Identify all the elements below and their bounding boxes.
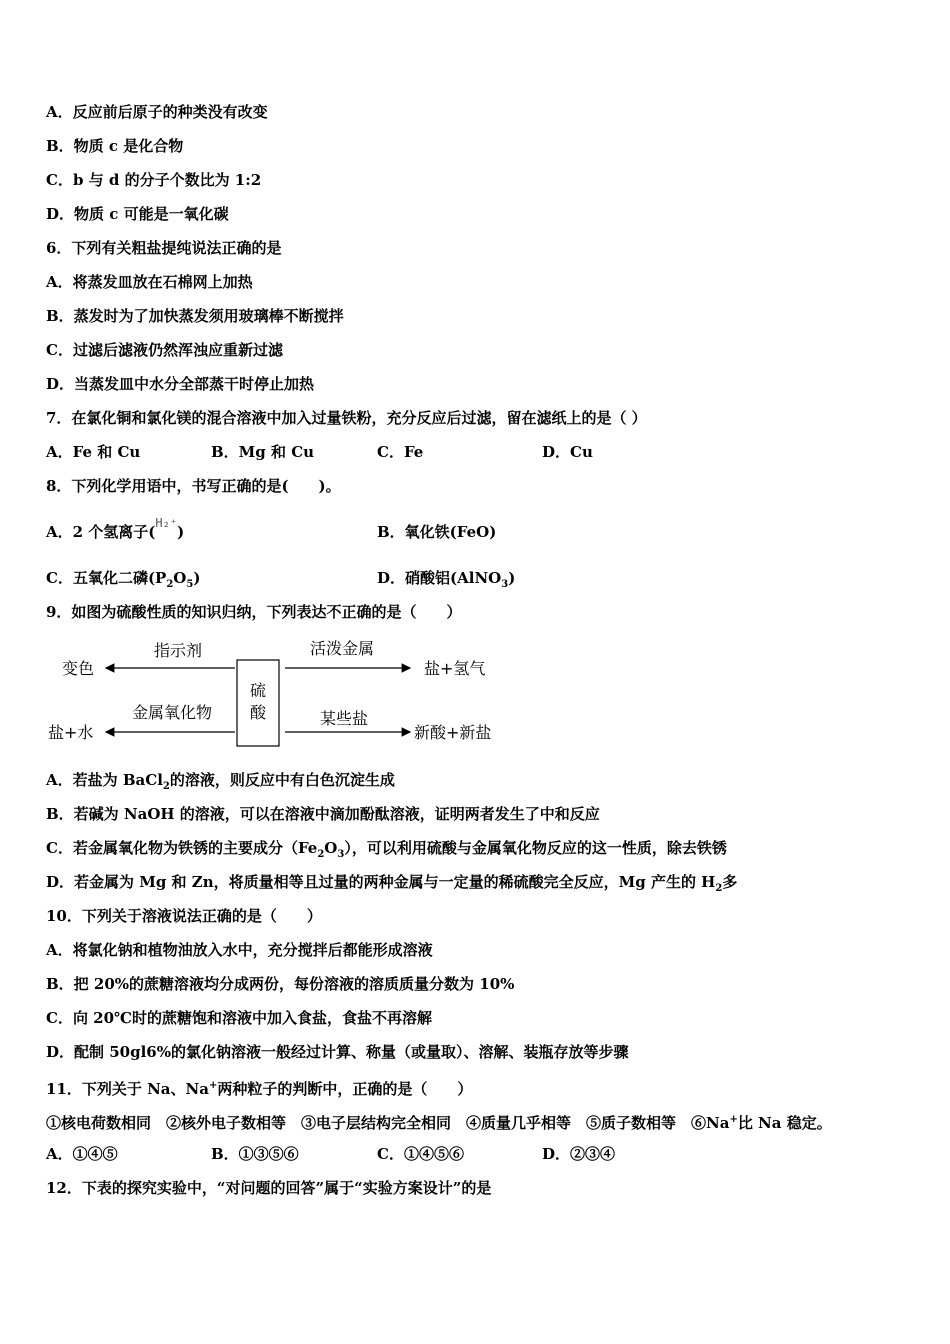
q8-d-suffix: ) [508,569,516,587]
q11-option-c: C．①④⑤⑥ [377,1145,464,1163]
q8-c-suffix: ) [193,569,201,587]
q8-option-c [46,568,200,595]
q9-c-mid: O [324,839,338,857]
q9-d-sub: 2 [715,883,723,894]
q9-c-sub1: 2 [317,849,325,860]
q11-items-suffix: 比 Na 稳定。 [737,1114,832,1132]
q8-a-ion: H₂⁺ [155,516,178,530]
br-result: 新酸+新盐 [414,723,492,742]
br-label: 某些盐 [319,709,369,728]
q10-stem: 10．下列关于溶液说法正确的是（ ） [46,907,322,925]
q9-a-suffix: 的溶液，则反应中有白色沉淀生成 [169,771,395,789]
q10-option-b: B．把 20%的蔗糖溶液均分成两份，每份溶液的溶质质量分数为 10% [46,975,515,993]
center-bottom-char: 酸 [249,703,267,722]
q9-stem: 9．如图为硫酸性质的知识归纳，下列表达不正确的是（ ） [46,603,462,621]
q9-d-suffix: 多 [722,873,738,891]
q9-option-c [46,838,727,865]
center-top-char: 硫 [249,681,267,700]
q8-c-mid: O [173,569,187,587]
tr-label: 活泼金属 [309,639,375,658]
q11-stem-prefix: 11．下列关于 Na、Na [46,1080,209,1098]
sulfuric-acid-diagram [40,632,520,752]
q6-option-b: B．蒸发时为了加快蒸发须用玻璃棒不断搅拌 [46,307,344,325]
q11-option-d: D．②③④ [542,1145,616,1163]
q9-a-prefix: A．若盐为 BaCl [46,771,163,789]
q8-c-prefix: C．五氧化二磷(P [46,569,167,587]
q8-option-d [377,568,515,595]
q7-option-d: D．Cu [542,443,593,461]
tl-label: 指示剂 [153,641,203,660]
q9-c-suffix: ），可以利用硫酸与金属氧化物反应的这一性质，除去铁锈 [344,839,727,857]
q11-option-a: A．①④⑤ [46,1145,118,1163]
q9-option-d [46,872,737,899]
q5-option-a: A．反应前后原子的种类没有改变 [46,103,268,121]
q11-items [46,1110,832,1133]
q7-option-c: C．Fe [377,443,424,461]
q8-option-b: B．氧化铁(FeO) [377,523,497,541]
q11-option-b: B．①③⑤⑥ [211,1145,299,1163]
q9-d-prefix: D．若金属为 Mg 和 Zn，将质量相等且过量的两种金属与一定量的稀硫酸完全反应，Mg 产生的 H [46,873,716,891]
q5-option-c: C．b 与 d 的分子个数比为 1:2 [46,171,262,189]
q11-items-prefix: ①核电荷数相同 ②核外电子数相等 ③电子层结构完全相同 ④质量几乎相等 ⑤质子数相等 ⑥Na [46,1114,730,1132]
q8-d-prefix: D．硝酸铝(AlNO [377,569,502,587]
q5-option-d: D．物质 c 可能是一氧化碳 [46,205,229,223]
q9-option-b: B．若碱为 NaOH 的溶液，可以在溶液中滴加酚酞溶液，证明两者发生了中和反应 [46,805,600,823]
q10-option-d: D．配制 50gl6%的氯化钠溶液一般经过计算、称量（或量取）、溶解、装瓶存放等步骤 [46,1043,629,1061]
q6-option-c: C．过滤后滤液仍然浑浊应重新过滤 [46,341,283,359]
q11-stem-sup: + [208,1080,218,1091]
q6-option-a: A．将蒸发皿放在石棉网上加热 [46,273,253,291]
q10-option-c: C．向 20℃时的蔗糖饱和溶液中加入食盐，食盐不再溶解 [46,1009,433,1027]
tl-result: 变色 [62,659,95,678]
q11-stem-suffix: 两种粒子的判断中，正确的是（ ） [217,1080,473,1098]
bl-result: 盐+水 [48,723,94,742]
q8-c-sub2: 5 [186,579,194,590]
q8-d-sub: 3 [501,579,509,590]
q12-stem: 12．下表的探究实验中，“对问题的回答”属于“实验方案设计”的是 [46,1179,492,1197]
q6-stem: 6．下列有关粗盐提纯说法正确的是 [46,239,282,257]
q9-a-sub: 2 [162,781,170,792]
q9-c-sub2: 3 [337,849,345,860]
q9-option-a [46,770,395,797]
q8-c-sub1: 2 [166,579,174,590]
tr-result: 盐+氢气 [424,659,486,678]
q11-items-sup: + [729,1114,738,1125]
q8-a-suffix: ) [177,523,185,541]
q6-option-d: D．当蒸发皿中水分全部蒸干时停止加热 [46,375,315,393]
q7-option-a: A．Fe 和 Cu [46,443,141,461]
q5-option-b: B．物质 c 是化合物 [46,137,184,155]
bl-label: 金属氧化物 [131,703,213,722]
q9-c-prefix: C．若金属氧化物为铁锈的主要成分（Fe [46,839,318,857]
q11-stem [46,1076,472,1099]
q10-option-a: A．将氯化钠和植物油放入水中，充分搅拌后都能形成溶液 [46,941,433,959]
q7-stem: 7．在氯化铜和氯化镁的混合溶液中加入过量铁粉，充分反应后过滤，留在滤纸上的是（ ） [46,409,647,427]
q8-stem: 8．下列化学用语中，书写正确的是( )。 [46,477,341,495]
q8-a-prefix: A．2 个氢离子( [46,523,156,541]
q7-option-b: B．Mg 和 Cu [211,443,315,461]
q8-option-a [46,516,185,543]
